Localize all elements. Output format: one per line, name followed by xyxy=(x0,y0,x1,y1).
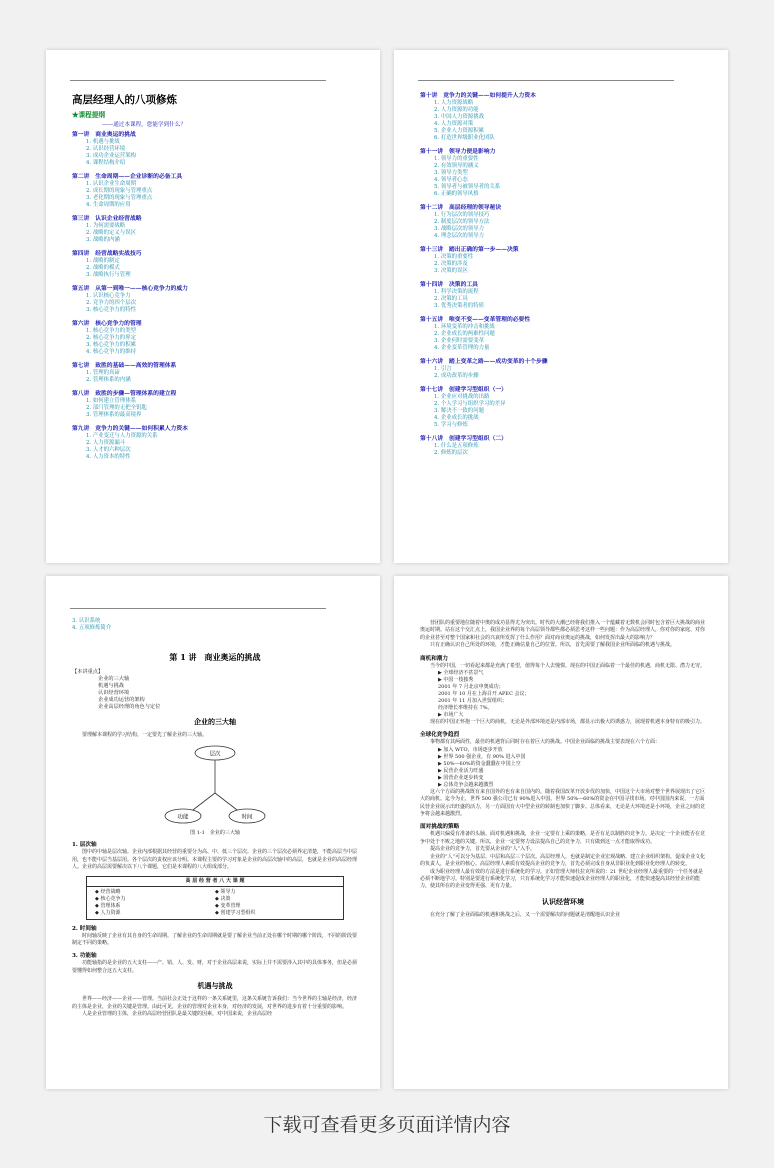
lecture-item: 2. 成长期的现象与管理重点 xyxy=(86,188,153,194)
lecture-item: 4. 生命周期的应用 xyxy=(86,202,131,208)
lecture-item: 3. 管理体系的最高境界 xyxy=(86,412,142,418)
lecture-item: 2. 修炼的层次 xyxy=(434,450,468,456)
lecture-item: 3. 战略执行与管理 xyxy=(86,272,131,278)
list-item: ▶ 民营企业活力旺盛 xyxy=(438,767,484,774)
key-point: 认识经营环境 xyxy=(98,690,130,696)
list-item: ▶ 世界 500 强企业，有 90% 进入中国 xyxy=(438,753,526,760)
paragraph: 事物都有其两面性，最佳的机遇背后同时存在着巨大的挑战。中国企业面临的挑战主要表现在六个方面： xyxy=(430,739,661,746)
paragraph: 图中的中轴是层次轴。企业内部根据其经营的重要分为高、中、低三个层次。企业的三个层次必须界定清楚，不能高层当中层用，也不能中层当基层用。各个层次的责权应该分明。本课程主要的学习对象是企业的高层次轴中的高层，也就是企业的高层经理人。企业的高层需要解决以下八个课题，它们是本课程的八大组成部分。 xyxy=(72,849,358,871)
lecture-item: 4. 课程结构介绍 xyxy=(86,160,126,166)
lecture-heading: 第五讲 从第一到唯一——核心竞争力的威力 xyxy=(72,286,188,292)
lecture-heading: 第一讲 商业奥运的挑战 xyxy=(72,132,136,138)
paragraph: 现在的中国正怀抱一个巨大的商机，无论是外部环境还是内部市场，都显示出极大的诱惑力，展现着机遇本身特有的吸引力。 xyxy=(430,719,706,726)
lecture-heading: 第七讲 致胜的基础——高效的管理体系 xyxy=(72,363,177,369)
lecture-heading: 第十七讲 创建学习型组织（一） xyxy=(420,387,507,393)
lecture-item: 3. 核心竞争力的积累 xyxy=(86,342,136,348)
lecture-item: 1. 如何建立管理体系 xyxy=(86,398,136,404)
lecture-heading: 第十四讲 决策的工具 xyxy=(420,282,478,288)
subheading: 2. 时间轴 xyxy=(72,925,97,932)
list-item: ▶ 中国一枝独秀 xyxy=(438,677,474,684)
lecture-block xyxy=(72,425,358,461)
document-page-3 xyxy=(46,576,380,1089)
lecture-item: 1. 为何需要战略 xyxy=(86,223,126,229)
lecture-item: 5. 企业人力资源积累 xyxy=(434,128,484,134)
list-item: 2001 年 11 月加入世贸组织； xyxy=(438,698,507,705)
lecture-heading: 第二讲 生命周期——企业诊断的必备工具 xyxy=(72,174,183,180)
lecture-block xyxy=(72,173,358,209)
lecture-item: 2. 战略的定义与误区 xyxy=(86,230,136,236)
table-cell: ◆ 管理体系 xyxy=(95,902,121,909)
lecture-item: 3. 战略层次的领导力 xyxy=(434,226,484,232)
paragraph: 时间轴反映了企业有其自身的生命周期。了解企业的生命周期就是要了解企业当前正处在哪个时期的哪个阶段，不同的阶段要制定不同的策略。 xyxy=(72,932,358,947)
lecture-item: 4. 企业变革管理的力量 xyxy=(434,345,490,351)
lecture-item: 1. 核心竞争力的类型 xyxy=(86,328,136,334)
lecture-item: 4. 核心竞争力的维持 xyxy=(86,349,136,355)
lecture-item: 1. 机遇与挑战 xyxy=(86,139,120,145)
lecture-block xyxy=(72,131,358,167)
lecture-heading: 第六讲 核心竞争力的管理 xyxy=(72,321,142,327)
table-cell: ◆ 人力资源 xyxy=(95,909,121,916)
lecture-block xyxy=(420,92,706,142)
lecture-block xyxy=(72,285,358,314)
paragraph: 机遇只偏爱有准备的头脑。面对机遇和挑战，企业一定要有上乘的策略，是否有足以制胜的竞争力。是决定一个企业能否在竞争中处于不败之地的关键。所以，企业一定要努力设法提高自己的竞争力，只有做到这一点才能取得成功。 xyxy=(420,831,706,845)
document-title: 高层经理人的八项修炼 xyxy=(72,94,177,106)
lecture-block xyxy=(420,148,706,198)
lecture-block xyxy=(420,386,706,429)
lecture-block xyxy=(72,215,358,244)
lecture-item: 2. 决策的工具 xyxy=(434,296,468,302)
lecture-item: 4. 企业成长的挑战 xyxy=(434,415,479,421)
lecture-block xyxy=(420,204,706,240)
document-page-1 xyxy=(46,50,380,563)
paragraph: 营团队的重要地位随着中奥的成功显得尤为突出。时代的大潮已经将我们推入一个蕴藏着无数机会同时包含着巨大挑战的商业奥运时期。站在这个交汇点上，我国企业界的每个高层领导都些都必须思考这样一些问题：作为高层经理人，你对你的家庭、对你的企业甚至对整个国家和社会的兴衰所发挥了什么作用？面对商业奥运的挑战，如何发挥出最大的影响力？ xyxy=(420,620,706,641)
lecture-heading: 第十三讲 踏出正确的第一步——决策 xyxy=(420,247,519,253)
lecture-item: 3. 战略的内涵 xyxy=(86,237,120,243)
bullet-list xyxy=(420,747,706,789)
lecture-item: 2. 制度层次的领导方法 xyxy=(434,219,490,225)
section-title: 企业的三大轴 xyxy=(194,717,236,726)
lecture-block xyxy=(420,246,706,275)
header-rule xyxy=(70,80,326,81)
paragraph: 这六个方面的挑战既有来自国外的也有来自国内的。随着我国改革开放步伐的加快，中国这个大市场对整个世界展现出了它巨大的商机。迄今为止，世界 500 强公司已有 90%进入中国。世界 50%—60%的资金在中国寻找市场。对中国国内来说，一方面民营企业展示出旺盛的活力，另一方面国有大中型企业的转制也加快了脚步。总体看来，无论是大环境还是小环境，企业之间的竞争将会越来越激烈。 xyxy=(420,788,706,818)
key-points xyxy=(72,669,358,711)
bullet-list xyxy=(420,670,706,719)
lecture-item: 1. 环境变革的冲击和挑战 xyxy=(434,324,495,330)
lecture-heading: 第三讲 认识企业经营战略 xyxy=(72,216,142,222)
lecture-item: 3. 核心竞争力的特性 xyxy=(86,307,136,313)
header-rule xyxy=(418,80,674,81)
axes-diagram-svg xyxy=(155,741,275,827)
paragraph: 当今的中国，一切看起来都是充满了希望，值得每个人去憧憬。现在的中国正面临着一个最佳的机遇，商机无限、潜力无穷。 xyxy=(430,662,706,669)
lecture-item: 1. 产业变迁与人力资源的关系 xyxy=(86,433,158,439)
lecture-item: 3. 优秀决策者的特质 xyxy=(434,303,484,309)
lecture-heading: 第九讲 竞争力的关键——如何积累人力资本 xyxy=(72,426,188,432)
table-cell: ◆ 经营战略 xyxy=(95,888,121,895)
lecture-item: 1. 决策的重要性 xyxy=(434,254,474,260)
outline-label: ★课程提纲 xyxy=(72,111,105,119)
outline-subtitle: ——通过本课程，您能学到什么？ xyxy=(102,122,186,128)
lecture-item: 6. 正确的领导风格 xyxy=(434,191,479,197)
lecture-item: 2. 竞争力的四个层次 xyxy=(86,300,136,306)
lecture-block xyxy=(420,316,706,352)
lecture-item: 2. 核心竞争力的界定 xyxy=(86,335,136,341)
lecture-item: 4. 人力资源对策 xyxy=(434,121,474,127)
lecture-block xyxy=(72,250,358,279)
lecture-item: 5. 学习与修炼 xyxy=(434,422,468,428)
lecture-item: 3. 人才的六种层次 xyxy=(86,447,131,453)
lecture-item: 1. 战略的制定 xyxy=(86,258,120,264)
carry-item: 4. 五项修炼简介 xyxy=(72,625,112,631)
axis-label-top: 层次 xyxy=(209,751,221,758)
lecture-outline xyxy=(420,92,706,457)
lecture-block xyxy=(72,320,358,356)
table-cell: ◆ 创建学习型组织 xyxy=(215,909,256,916)
lecture-item: 2. 人力资源的功能 xyxy=(434,107,479,113)
list-item: ▶ 加入 WTO，市场逐步开放 xyxy=(438,746,503,753)
paragraph: 世界——经济——企业——管理。当前社会正处于这样的一条关系链里，这条关系链告诉我们：当今世界的主轴是经济，经济的主体是企业，企业的关键是管理。由此可见，企业的管理对企业本身，对经济的发展，对世界的进步有着十分重要的影响。 xyxy=(72,996,358,1010)
lecture-item: 1. 人力资源战略 xyxy=(434,100,474,106)
lecture-block xyxy=(420,435,706,457)
list-item: ▶ 全球经济不甚景气 xyxy=(438,670,484,677)
lecture-item: 6. 打造世界级职业化团队 xyxy=(434,135,495,141)
lecture-item: 2. 人力资源漏斗 xyxy=(86,440,126,446)
lecture-item: 2. 部门管理的无把全钥匙 xyxy=(86,405,147,411)
lecture-item: 2. 战略的模式 xyxy=(86,265,120,271)
lecture-item: 3. 领导力类型 xyxy=(434,170,468,176)
lecture-item: 3. 老化期的现象与管理重点 xyxy=(86,195,153,201)
lecture-item: 2. 个人学习与组织学习的差异 xyxy=(434,401,506,407)
subheading: 3. 功能轴 xyxy=(72,953,97,960)
lecture-block xyxy=(72,362,358,384)
paragraph: 要理解本课程的学习结构，一定要先了解企业的三大轴。 xyxy=(82,732,208,738)
topics-table xyxy=(86,876,344,920)
lecture-item: 1. 什么是五项修炼 xyxy=(434,443,479,449)
subheading: 全球化竞争趋烈 xyxy=(420,732,460,739)
subheading: 面对挑战的策略 xyxy=(420,824,460,831)
lecture-item: 1. 认识核心竞争力 xyxy=(86,293,131,299)
list-item: 经济增长率维持在 7%。 xyxy=(438,705,493,712)
lecture-item: 1. 引言 xyxy=(434,366,452,372)
document-page-2 xyxy=(394,50,728,563)
subheading: 商机和潮力 xyxy=(420,655,448,662)
list-item: ▶ 50%—60%的资金蠢蠢在中国上空 xyxy=(438,760,521,767)
lecture-heading: 第十八讲 创建学习型组织（二） xyxy=(420,436,507,442)
lecture-item: 2. 有效领导的涵义 xyxy=(434,163,479,169)
lecture-item: 3. 决策的误区 xyxy=(434,268,468,274)
document-page-4 xyxy=(394,576,728,1089)
table-cell: ◆ 决策 xyxy=(215,895,231,902)
download-prompt: 下载可查看更多页面详情内容 xyxy=(263,1114,511,1136)
axis-label-right: 时间 xyxy=(241,814,253,821)
lecture-item: 1. 企业应对挑战的出路 xyxy=(434,394,490,400)
lecture-item: 3. 成功企业运营架构 xyxy=(86,153,136,159)
lecture-heading: 第十六讲 踏上变革之路——成功变革的十个步骤 xyxy=(420,359,548,365)
three-axes-diagram xyxy=(155,741,275,827)
lecture-item: 1. 科学决策的流程 xyxy=(434,289,479,295)
lecture-item: 2. 管理体系的内涵 xyxy=(86,377,131,383)
lecture-block xyxy=(420,358,706,380)
lecture-heading: 第十讲 竞争力的关键——如何提升人力资本 xyxy=(420,93,536,99)
paragraph: 提高企业的竞争力，首先要从企业的“人”入手。 xyxy=(430,846,536,853)
lecture-item: 1. 行为层次的领导技巧 xyxy=(434,212,490,218)
lecture-heading: 第八讲 致胜的步骤—管理体系的建立程 xyxy=(72,391,177,397)
axis-label-left: 功能 xyxy=(177,814,189,821)
key-point: 企业高层经理的角色与定位 xyxy=(98,704,161,710)
list-item: 2001 年 10 月在上海召开 APEC 会议； xyxy=(438,691,530,698)
lecture-item: 4. 人力资本的特性 xyxy=(86,454,131,460)
lecture-item: 1. 领导力的重要性 xyxy=(434,156,479,162)
lecture-item: 2. 认识经营环境 xyxy=(86,146,126,152)
lecture-item: 4. 理念层次的领导力 xyxy=(434,233,484,239)
carry-item: 3. 认识系统 xyxy=(72,618,101,624)
subheading: 1. 层次轴 xyxy=(72,842,97,849)
lecture-title: 第 1 讲 商业奥运的挑战 xyxy=(169,652,261,662)
table-cell: ◆ 领导力 xyxy=(215,888,236,895)
lecture-item: 3. 中国人力资源挑战 xyxy=(434,114,484,120)
table-cell: ◆ 核心竞争力 xyxy=(95,895,126,902)
key-points-label: 【本讲重点】 xyxy=(72,669,104,675)
figure-caption: 图 1-1 企业的三大轴 xyxy=(190,830,240,837)
table-cell: ◆ 变革管理 xyxy=(215,902,241,909)
lecture-heading: 第十五讲 唯变不变——变革管理的必要性 xyxy=(420,317,531,323)
lecture-outline xyxy=(72,131,358,461)
list-item: ▶ 总体竞争会越来越激烈 xyxy=(438,781,494,788)
lecture-item: 2. 决策的涉及 xyxy=(434,261,468,267)
key-point: 企业的三大轴 xyxy=(98,676,130,682)
list-item: 2001 年 7 月北京申奥成功； xyxy=(438,684,504,691)
list-item: ▶ 市场广大 xyxy=(438,712,464,719)
header-rule xyxy=(70,608,326,609)
key-point: 机遇与挑战 xyxy=(98,683,124,689)
lecture-item: 5. 领导者与被领导者的关系 xyxy=(434,184,501,190)
lecture-heading: 第十一讲 领导力便是影响力 xyxy=(420,149,496,155)
lecture-heading: 第十二讲 高层经理的领导秘诀 xyxy=(420,205,502,211)
lecture-block xyxy=(72,390,358,419)
paragraph: 企业的“人”可以分为基层、中层和高层三个层次。高层经理人，也就是制定企业宏观战略、建立企业组织架构，促成企业文化的负责人，是企业的核心。高层经理人素质有效提高企业的竞争力，首先必须完成自身从非职业化到职业化经理人的转变。 xyxy=(420,853,706,868)
lecture-item: 2. 企业成长的两难性问题 xyxy=(434,331,495,337)
section-title: 认识经营环境 xyxy=(542,896,584,906)
list-item: ▶ 国营企业逐步转变 xyxy=(438,774,484,781)
paragraph: 人是企业管理的主体，企业的高层经营团队是最关键的因素。对中国来说，企业高层经 xyxy=(82,1011,273,1018)
lecture-heading: 第四讲 经营战略实战技巧 xyxy=(72,251,142,257)
paragraph: 在充分了解了企业面临的机遇和挑战之后，又一个需要解决的问题就是清醒地认识企业 xyxy=(430,911,621,918)
lecture-block xyxy=(420,281,706,310)
lecture-item: 3. 企业何时需要变革 xyxy=(434,338,484,344)
table-caption: 高 层 经 营 者 八 大 课 题 xyxy=(87,877,343,887)
lecture-item: 4. 领导者心态 xyxy=(434,177,468,183)
lecture-item: 1. 认识企业生命周期 xyxy=(86,181,136,187)
paragraph: 功能轴指的是企业的五大支柱——产、销、人、发、财，对于企业高层来说，实际上并不需要涉入其中的具体事务，但是必须要懂得如何整合这五大支柱。 xyxy=(72,960,358,974)
lecture-item: 3. 解决不一致的问题 xyxy=(434,408,484,414)
section-title: 机遇与挑战 xyxy=(197,981,233,991)
lecture-item: 2. 成功改革的步骤 xyxy=(434,373,479,379)
paragraph: 只有正确认识自己所处的环境，才能正确估量自己的位置。所以，首先需要了解我国企业所面临的机遇与挑战。 xyxy=(430,642,676,649)
lecture-item: 1. 管理的真谛 xyxy=(86,370,120,376)
paragraph: 成为职业经理人最有效的方法是进行系统化的学习。正如管理大师杜拉克所说的：21 世纪企业经理人最重要的一个任务就是必须不断地学习。特别是要进行系统化学习，只有系统化学习才能快速促成企业经理人的职业化，才能快速提高其经营企业的能力，使其所在的企业变得更强、更有力量。 xyxy=(420,868,703,890)
key-point: 企业成功运营的架构 xyxy=(98,697,145,703)
